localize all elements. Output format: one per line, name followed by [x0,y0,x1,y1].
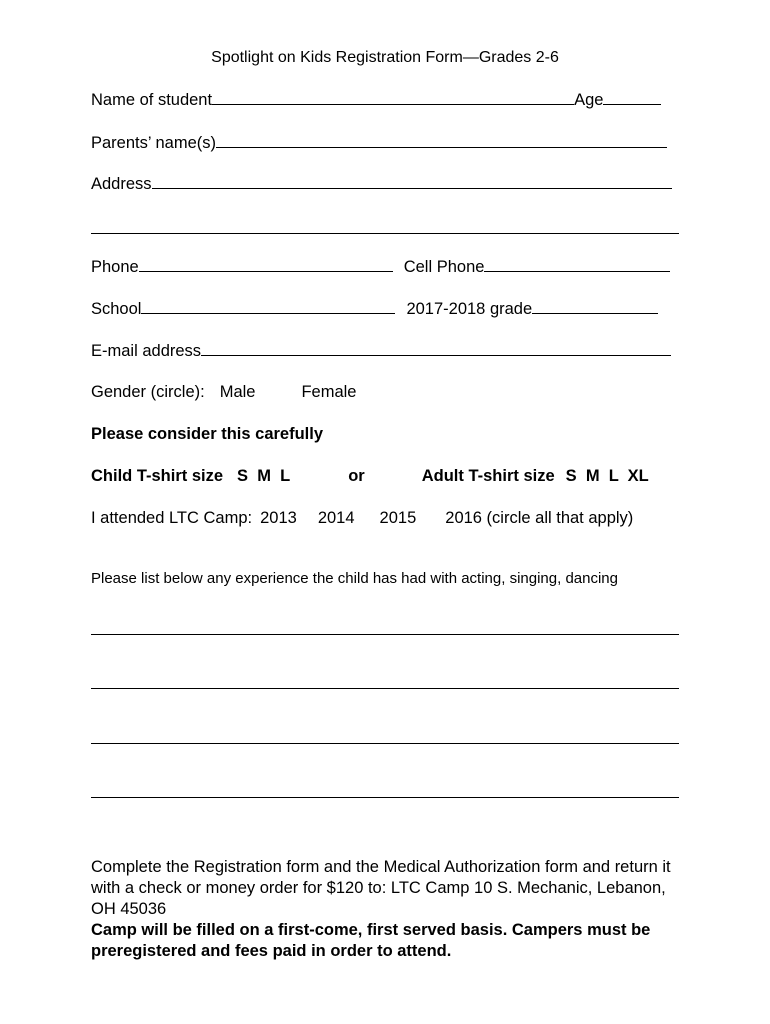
gender-label: Gender (circle): [91,383,205,401]
camp-row [91,508,679,528]
experience-line[interactable] [91,688,679,689]
or-label: or [348,467,365,485]
cell-field[interactable] [484,257,670,272]
name-label: Name of student [91,91,213,109]
experience-line[interactable] [91,743,679,744]
school-row [91,299,679,319]
gender-row [91,382,679,402]
email-row [91,341,679,361]
camp-year-option[interactable]: 2016 (circle all that apply) [445,509,634,527]
adult-tshirt-sizes[interactable]: S M L XL [565,467,649,485]
address-field[interactable] [152,174,672,189]
consider-heading: Please consider this carefully [91,425,324,443]
camp-year-option[interactable]: 2015 [379,509,417,527]
footer-notice: Camp will be filled on a first-come, first served basis. Campers must be preregistered and fees paid in order to attend. [91,921,651,960]
grade-field[interactable] [532,299,658,314]
experience-line[interactable] [91,797,679,798]
school-label: School [91,300,142,318]
address-line-2[interactable] [91,233,679,234]
camp-year-option[interactable]: 2014 [317,509,355,527]
experience-prompt: Please list below any experience the child has had with acting, singing, dancing [91,570,618,587]
parents-row [91,133,679,153]
phone-label: Phone [91,258,139,276]
footer-instructions: Complete the Registration form and the Medical Authorization form and return it with a check or money order for $120 to: LTC Camp 10 S. Mechanic, Lebanon, OH 45036 [91,858,671,918]
age-field[interactable] [603,90,661,105]
camp-year-option[interactable]: 2013 [260,509,297,527]
footer [91,857,681,962]
name-field[interactable] [212,90,574,105]
name-row [91,90,679,110]
email-field[interactable] [201,341,671,356]
school-field[interactable] [141,299,395,314]
form-title: Spotlight on Kids Registration Form—Grades 2-6 [211,49,559,66]
experience-line[interactable] [91,634,679,635]
address-label: Address [91,175,152,193]
email-label: E-mail address [91,342,202,360]
tshirt-row [91,466,679,486]
age-label: Age [574,91,604,109]
gender-female-option[interactable]: Female [301,383,357,401]
adult-tshirt-label: Adult T-shirt size [421,467,555,485]
gender-male-option[interactable]: Male [219,383,256,401]
cell-label: Cell Phone [403,258,485,276]
grade-label: 2017-2018 grade [406,300,533,318]
phone-field[interactable] [139,257,393,272]
parents-field[interactable] [216,133,667,148]
camp-label: I attended LTC Camp: [91,509,253,527]
phone-row [91,257,679,277]
child-tshirt-sizes[interactable]: S M L [237,467,291,485]
address-row [91,174,679,194]
parents-label: Parents’ name(s) [91,134,217,152]
child-tshirt-label: Child T-shirt size [91,467,224,485]
